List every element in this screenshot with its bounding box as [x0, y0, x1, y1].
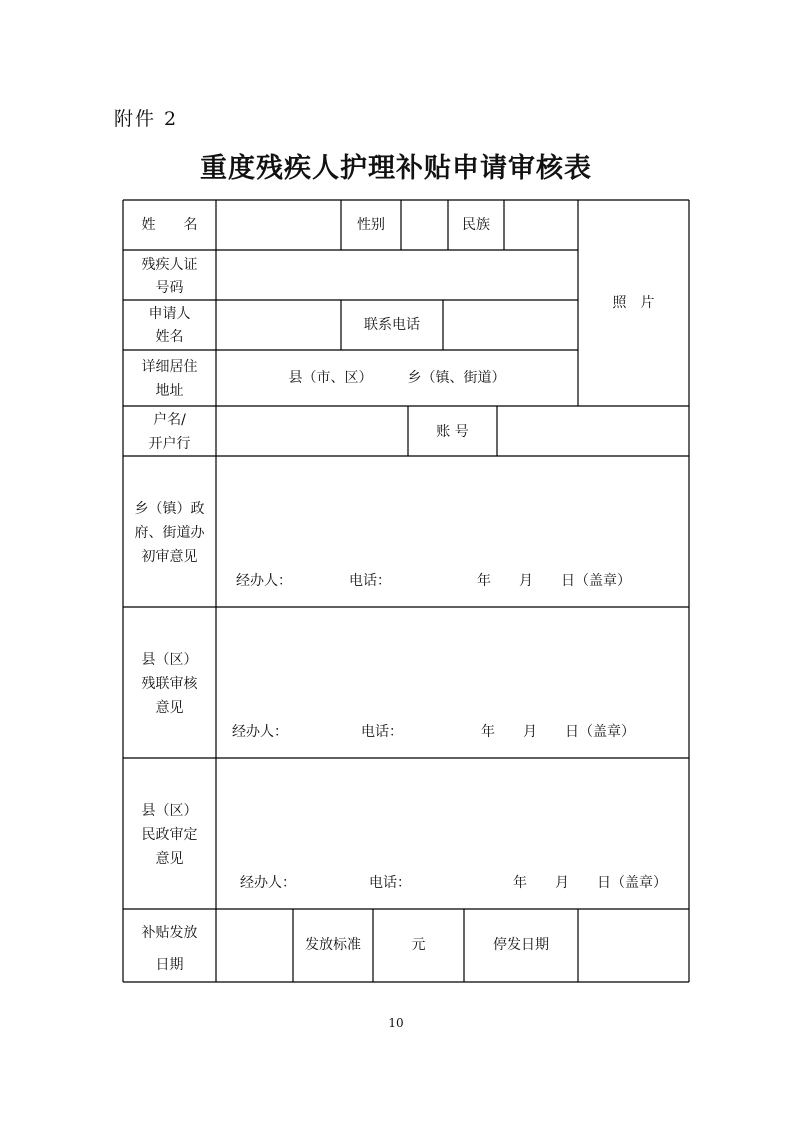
applicant-label-line2: 姓名: [155, 329, 184, 345]
review3-label-line2: 民政审定: [141, 827, 198, 843]
review2-label-line2: 残联审核: [141, 676, 198, 692]
review3-date: 年 月 日（盖章）: [513, 875, 667, 891]
stop-date-label: 停发日期: [493, 937, 549, 953]
review2-label-line3: 意见: [155, 700, 184, 716]
account-name-label-line1: 户名/: [153, 412, 186, 428]
review1-handler: 经办人：: [236, 573, 292, 589]
account-number-label: 账 号: [436, 424, 469, 440]
review3-handler: 经办人：: [240, 875, 296, 891]
ethnicity-label: 民族: [462, 217, 490, 233]
issue-date-label-line1: 补贴发放: [141, 925, 198, 941]
disability-cert-label-line1: 残疾人证: [141, 257, 198, 273]
review2-date: 年 月 日（盖章）: [481, 724, 635, 740]
review1-label-line2: 府、街道办: [134, 525, 205, 541]
account-name-label-line2: 开户行: [148, 436, 191, 452]
review1-label-line1: 乡（镇）政: [134, 501, 205, 517]
review2-label-line1: 县（区）: [141, 652, 198, 668]
applicant-label-line1: 申请人: [148, 306, 191, 322]
review1-date: 年 月 日（盖章）: [477, 573, 631, 589]
review2-phone: 电话：: [361, 724, 403, 740]
photo-label: 照 片: [612, 295, 655, 311]
review1-phone: 电话：: [349, 573, 391, 589]
review2-handler: 经办人：: [232, 724, 288, 740]
page-number: 10: [388, 1016, 404, 1030]
address-label-line2: 地址: [155, 383, 184, 399]
standard-label: 发放标准: [305, 937, 361, 953]
attachment-label: 附件 2: [114, 108, 179, 130]
gender-label: 性别: [357, 217, 385, 233]
address-label-line1: 详细居住: [141, 359, 198, 375]
review3-label-line1: 县（区）: [141, 803, 198, 819]
name-label: 姓 名: [141, 217, 198, 233]
review3-label-line3: 意见: [155, 851, 184, 867]
contact-phone-label: 联系电话: [364, 317, 420, 333]
disability-cert-label-line2: 号码: [155, 280, 184, 296]
address-template: 县（市、区） 乡（镇、街道）: [288, 370, 506, 386]
yuan-label: 元: [411, 937, 426, 953]
review1-label-line3: 初审意见: [141, 549, 198, 565]
review3-phone: 电话：: [369, 875, 411, 891]
form-title: 重度残疾人护理补贴申请审核表: [200, 153, 592, 184]
issue-date-label-line2: 日期: [155, 957, 184, 973]
